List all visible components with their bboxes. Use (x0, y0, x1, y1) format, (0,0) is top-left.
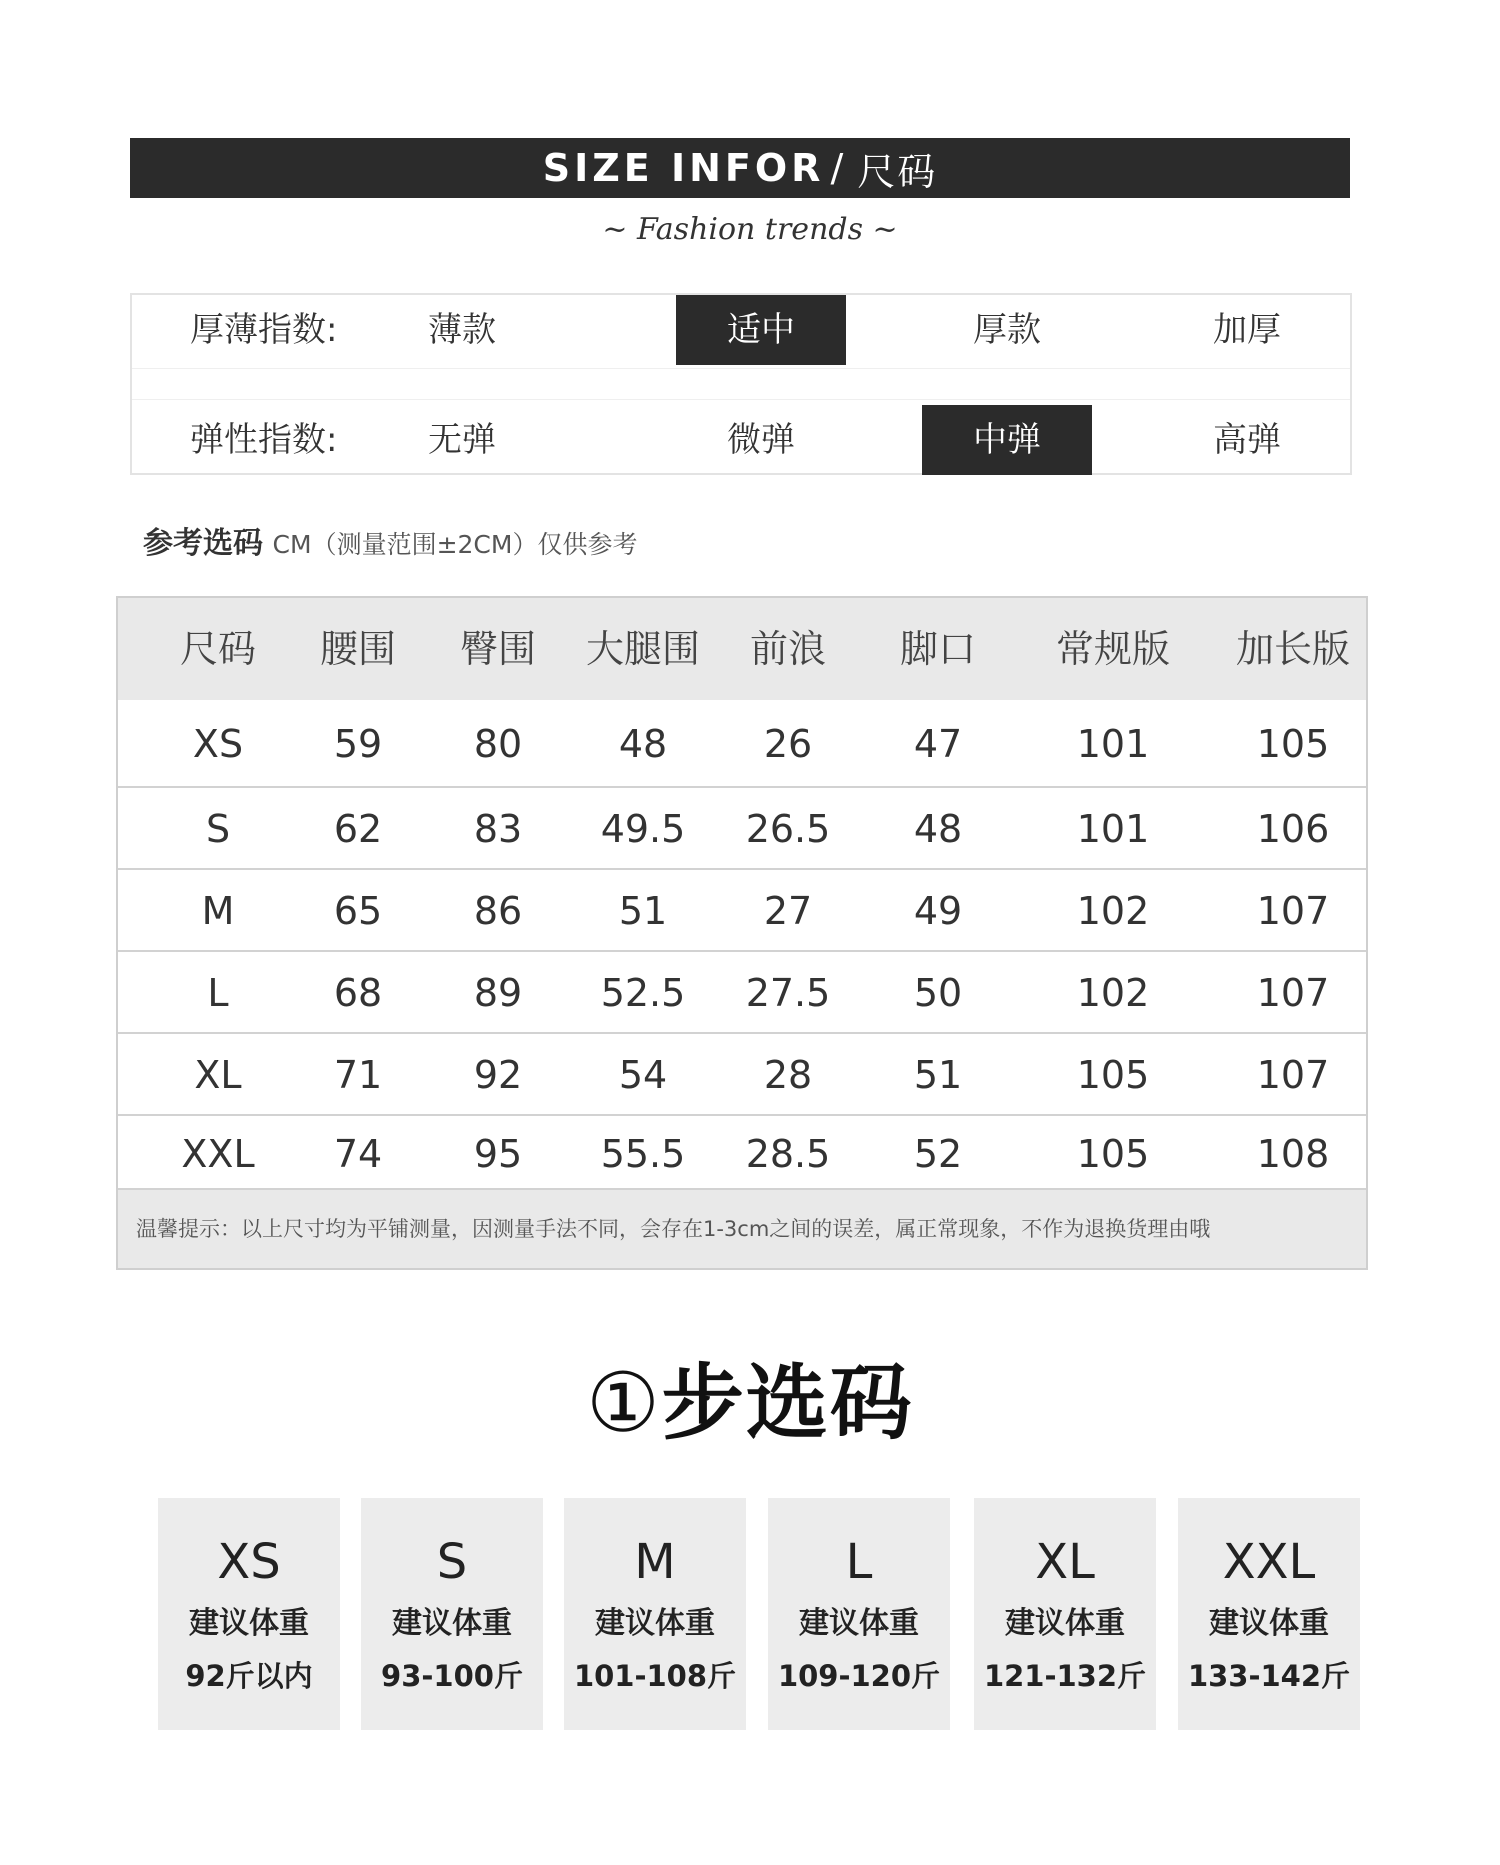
banner-title-separator: / (830, 146, 848, 190)
header-cell-regular: 常规版 (1055, 627, 1170, 671)
weight-card (564, 1498, 746, 1730)
header-cell-rise: 前浪 (749, 627, 826, 671)
table-row (118, 1034, 1366, 1116)
banner-title-cn: 尺码 (857, 149, 938, 194)
measurement-cell: 47 (913, 722, 963, 766)
weight-card-label: 建议体重 (595, 1606, 715, 1641)
measurement-cell: 80 (473, 722, 523, 766)
weight-card-size: M (634, 1534, 676, 1590)
weight-card-label: 建议体重 (1005, 1606, 1125, 1641)
banner-title-en: SIZE INFOR (542, 146, 825, 190)
header-cell-waist: 腰围 (319, 627, 396, 671)
measurement-cell: 28.5 (745, 1132, 831, 1176)
fabric-index-panel (130, 293, 1352, 475)
weight-card-weight: 92斤以内 (185, 1659, 313, 1693)
measurement-cell: 62 (333, 807, 383, 851)
weight-card-weight: 109-120斤 (777, 1659, 941, 1693)
size-cell: XL (194, 1053, 242, 1097)
header-cell-thigh: 大腿围 (585, 627, 700, 671)
elasticity-index-label: 弹性指数: (190, 420, 338, 460)
measurement-cell: 49 (913, 889, 963, 933)
measurement-cell: 54 (618, 1053, 668, 1097)
measurement-cell: 107 (1256, 971, 1330, 1015)
elasticity-option-selected: 中弹 (922, 405, 1092, 475)
measurement-cell: 65 (333, 889, 383, 933)
measurement-cell: 52 (913, 1132, 963, 1176)
measurement-cell: 74 (333, 1132, 383, 1176)
header-cell-hip: 臀围 (459, 627, 536, 671)
measurement-cell: 86 (473, 889, 523, 933)
weight-card-label: 建议体重 (1209, 1606, 1329, 1641)
table-row (118, 1116, 1366, 1192)
table-row (118, 952, 1366, 1034)
measurement-cell: 108 (1256, 1132, 1330, 1176)
step-text: 步选码 (661, 1356, 914, 1451)
table-row (118, 870, 1366, 952)
size-table-header (118, 598, 1366, 700)
weight-card-size: XS (217, 1534, 281, 1590)
thickness-index-row (132, 295, 1350, 365)
measurement-cell: 107 (1256, 1053, 1330, 1097)
size-table (116, 596, 1368, 1270)
measurement-cell: 59 (333, 722, 383, 766)
table-row (118, 700, 1366, 788)
weight-card (1178, 1498, 1360, 1730)
weight-card (361, 1498, 543, 1730)
weight-card-weight: 93-100斤 (381, 1659, 523, 1693)
thickness-option: 厚款 (973, 310, 1041, 350)
elasticity-option: 无弹 (428, 420, 496, 460)
measurement-cell: 68 (333, 971, 383, 1015)
measurement-cell: 83 (473, 807, 523, 851)
size-cell: XXL (181, 1132, 255, 1176)
weight-card-label: 建议体重 (189, 1606, 309, 1641)
weight-card-size: XL (1035, 1534, 1095, 1590)
measurement-cell: 89 (473, 971, 523, 1015)
measurement-cell: 51 (913, 1053, 963, 1097)
step-title (0, 1338, 1500, 1455)
measurement-cell: 26 (763, 722, 813, 766)
size-cell: L (207, 971, 229, 1015)
size-info-banner (130, 138, 1350, 198)
measurement-cell: 48 (618, 722, 668, 766)
thickness-index-label: 厚薄指数: (190, 310, 338, 350)
subtitle: ~ Fashion trends ~ (602, 212, 898, 247)
measurement-cell: 52.5 (600, 971, 686, 1015)
measurement-cell: 48 (913, 807, 963, 851)
measurement-cell: 92 (473, 1053, 523, 1097)
weight-card-weight: 121-132斤 (983, 1659, 1147, 1693)
weight-card-label: 建议体重 (392, 1606, 512, 1641)
weight-card-size: L (845, 1534, 873, 1590)
measurement-cell: 105 (1076, 1053, 1150, 1097)
weight-card-size: XXL (1222, 1534, 1316, 1590)
reference-note (143, 518, 637, 562)
step-number-icon: ① (586, 1356, 662, 1451)
thickness-option: 薄款 (428, 310, 496, 350)
size-cell: M (201, 889, 235, 933)
measurement-cell: 102 (1076, 971, 1150, 1015)
elasticity-index-row (132, 405, 1350, 475)
footnote-text: 温馨提示：以上尺寸均为平铺测量，因测量手法不同，会存在1-3cm之间的误差，属正常现象，不作为退换货理由哦 (136, 1217, 1211, 1241)
reference-note-rest: CM（测量范围±2CM）仅供参考 (272, 530, 638, 559)
measurement-cell: 101 (1076, 722, 1150, 766)
size-cell: XS (192, 722, 244, 766)
thickness-option-selected: 适中 (676, 295, 846, 365)
thickness-option: 加厚 (1213, 310, 1281, 350)
measurement-cell: 102 (1076, 889, 1150, 933)
elasticity-option: 微弹 (727, 420, 795, 460)
header-cell-size: 尺码 (179, 627, 256, 671)
measurement-cell: 49.5 (600, 807, 686, 851)
measurement-cell: 55.5 (600, 1132, 686, 1176)
header-cell-hem: 脚口 (899, 627, 976, 671)
reference-note-bold: 参考选码 (143, 526, 263, 561)
measurement-cell: 95 (473, 1132, 523, 1176)
measurement-cell: 105 (1256, 722, 1330, 766)
size-cell: S (205, 807, 231, 851)
measurement-cell: 107 (1256, 889, 1330, 933)
weight-card (158, 1498, 340, 1730)
measurement-cell: 106 (1256, 807, 1330, 851)
index-divider (132, 368, 1350, 400)
weight-card (974, 1498, 1156, 1730)
measurement-cell: 51 (618, 889, 668, 933)
weight-card-weight: 133-142斤 (1187, 1659, 1351, 1693)
measurement-cell: 50 (913, 971, 963, 1015)
weight-card-weight: 101-108斤 (573, 1659, 737, 1693)
measurement-cell: 27 (763, 889, 813, 933)
weight-card-label: 建议体重 (799, 1606, 919, 1641)
weight-card-size: S (436, 1534, 468, 1590)
measurement-cell: 101 (1076, 807, 1150, 851)
measurement-cell: 71 (333, 1053, 383, 1097)
size-table-footnote (118, 1188, 1366, 1268)
measurement-cell: 105 (1076, 1132, 1150, 1176)
header-cell-long: 加长版 (1235, 627, 1350, 671)
measurement-cell: 28 (763, 1053, 813, 1097)
weight-card (768, 1498, 950, 1730)
elasticity-option: 高弹 (1213, 420, 1281, 460)
measurement-cell: 26.5 (745, 807, 831, 851)
measurement-cell: 27.5 (745, 971, 831, 1015)
table-row (118, 788, 1366, 870)
